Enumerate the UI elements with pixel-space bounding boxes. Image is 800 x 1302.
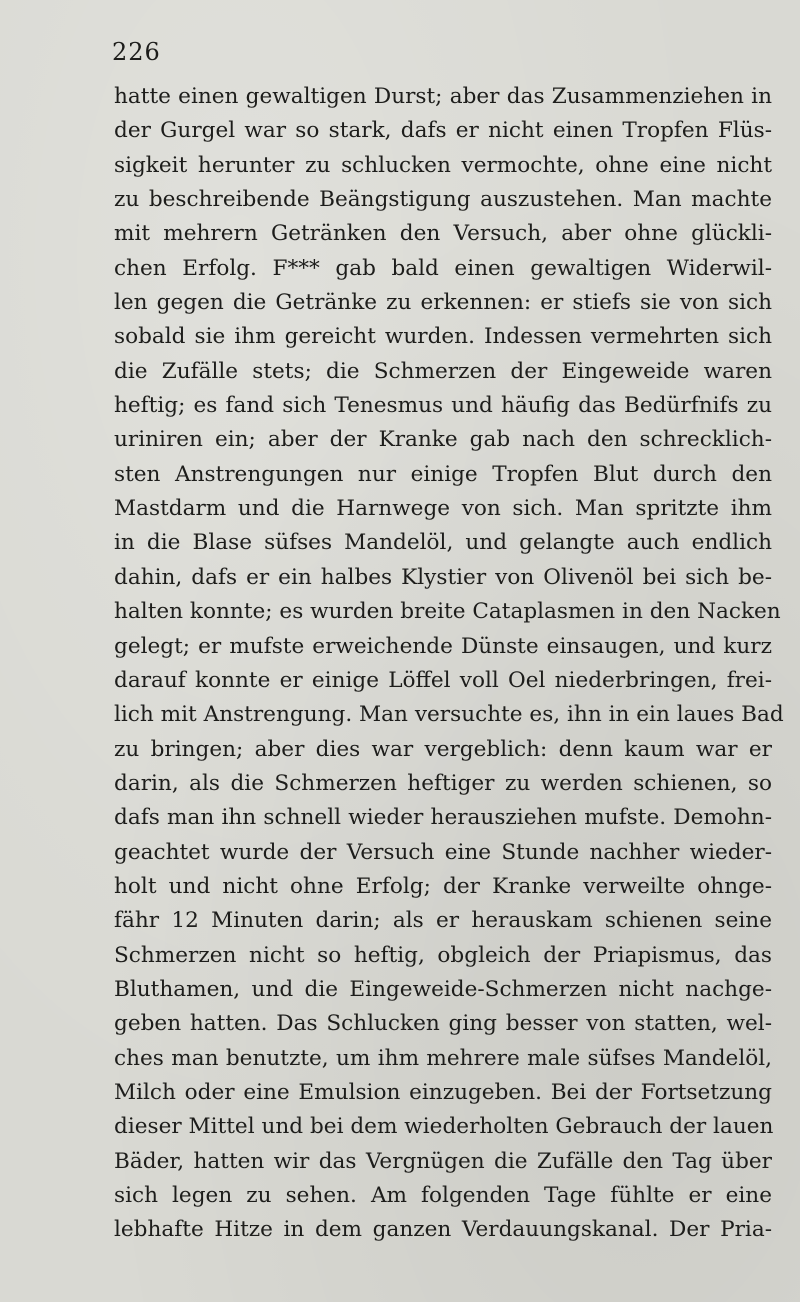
text-line: der Gurgel war so stark, dafs er nicht einen Tropfen Flüs- [114,118,772,144]
text-line: sobald sie ihm gereicht wurden. Indessen vermehrten sich [114,324,772,350]
text-line: heftig; es fand sich Tenesmus und häufig das Bedürfnifs zu [114,393,772,419]
text-line: Bluthamen, und die Eingeweide-Schmerzen nicht nachge- [114,976,772,1002]
text-line: sich legen zu sehen. Am folgenden Tage fühlte er eine [114,1183,772,1208]
text-line: zu bringen; aber dies war vergeblich: denn kaum war er [114,736,772,762]
text-line: holt und nicht ohne Erfolg; der Kranke verweilte ohnge- [114,873,772,899]
text-line: sten Anstrengungen nur einige Tropfen Blut durch den [114,461,772,487]
text-line: in die Blase süfses Mandelöl, und gelangte auch endlich [114,530,772,556]
text-line: halten konnte; es wurden breite Cataplasmen in den Nacken [114,599,781,625]
text-line: dafs man ihn schnell wieder herausziehen mufste. Demohn- [114,805,772,831]
text-line: Bäder, hatten wir das Vergnügen die Zufälle den Tag über [114,1148,772,1174]
text-line: Mastdarm und die Harnwege von sich. Man spritzte ihm [114,496,772,522]
text-line: dahin, dafs er ein halbes Klystier von Olivenöl bei sich be- [114,564,772,590]
text-line: fähr 12 Minuten darin; als er herauskam schienen seine [114,908,772,934]
text-line: uriniren ein; aber der Kranke gab nach den schrecklich- [114,427,772,453]
text-line: lebhafte Hitze in dem ganzen Verdauungskanal. Der Pria- [114,1217,772,1243]
text-line: darin, als die Schmerzen heftiger zu werden schienen, so [114,770,772,796]
text-line: hatte einen gewaltigen Durst; aber das Zusammenziehen in [114,84,772,109]
text-line: dieser Mittel und bei dem wiederholten Gebrauch der lauen [114,1114,774,1140]
text-line: chen Erfolg. F*** gab bald einen gewaltigen Widerwil- [114,255,772,281]
text-line: darauf konnte er einige Löffel voll Oel niederbringen, frei- [114,667,772,693]
text-line: geachtet wurde der Versuch eine Stunde nachher wieder- [114,839,772,865]
text-line: gelegt; er mufste erweichende Dünste einsaugen, und kurz [114,633,772,659]
text-line: Milch oder eine Emulsion einzugeben. Bei der Fortsetzung [114,1079,772,1105]
page-number: 226 [112,38,161,66]
text-line: lich mit Anstrengung. Man versuchte es, ihn in ein laues Bad [114,702,784,728]
text-line: len gegen die Getränke zu erkennen: er stiefs sie von sich [114,290,772,316]
text-line: zu beschreibende Beängstigung auszustehen. Man machte [114,187,772,213]
text-line: mit mehrern Getränken den Versuch, aber ohne glückli- [114,221,772,247]
text-line: geben hatten. Das Schlucken ging besser von statten, wel- [114,1011,772,1037]
text-line: Schmerzen nicht so heftig, obgleich der Priapismus, das [114,942,772,968]
text-line: ches man benutzte, um ihm mehrere male süfses Mandelöl, [114,1045,772,1071]
text-line: die Zufälle stets; die Schmerzen der Eingeweide waren [114,358,772,384]
text-line: sigkeit herunter zu schlucken vermochte, ohne eine nicht [114,152,772,178]
body-text [114,80,784,1248]
